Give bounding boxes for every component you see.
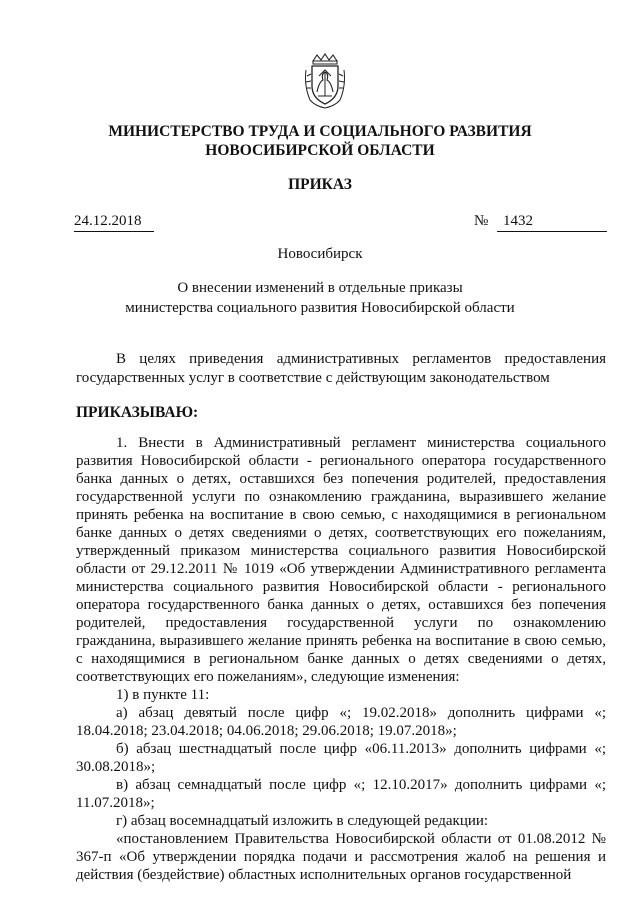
ministry-line-2: НОВОСИБИРСКОЙ ОБЛАСТИ [205, 142, 435, 159]
coat-of-arms-emblem [303, 52, 347, 110]
order-word: ПРИКАЗЫВАЮ: [76, 404, 199, 421]
order-number [497, 213, 607, 232]
body-paragraph: 1. Внести в Административный регламент министерства социального развития Новосибирской области - регионального оператора государственного банка данных о детях, оставшихся без попечения родителей, предоставления государственной услуги по ознакомлению гражданина, выразившего желание принять ребенка на воспитание в свою семью, с находящимися в региональном банке данных о детях сведениями о детях, соответствующих его пожеланиям, утвержденный приказом министерства социального развития Новосибирской области от 29.12.2011 № 1019 «Об утверждении Административного регламента министерства социального развития Новосибирской области - регионального оператора государственного банка данных о детях, оставшихся без попечения родителей, предоставления государственной услуги по ознакомлению гражданина, выразившего желание принять ребенка на воспитание в свою семью, с находящимися в региональном банке данных о детях сведениями о детях, соответствующих его пожеланиям», следующие изменения: [76, 435, 606, 685]
city-name: Новосибирск [277, 246, 363, 262]
body-paragraph: «постановлением Правительства Новосибирской области от 01.08.2012 № 367-п «Об утверждении порядка подачи и рассмотрения жалоб на решения и действия (бездействие) областных исполнительных органов государственной [76, 831, 606, 883]
intro-paragraph: В целях приведения административных регламентов предоставления государственных услуг в соответствие с действующим законодательством [76, 351, 606, 386]
doc-type: ПРИКАЗ [288, 176, 352, 193]
subject-line-1: О внесении изменений в отдельные приказы [177, 280, 463, 296]
subject-line-2: министерства социального развития Новосибирской области [125, 300, 515, 316]
body-paragraph: а) абзац девятый после цифр «; 19.02.2018» дополнить цифрами «; 18.04.2018; 23.04.2018; 04.06.2018; 29.06.2018; 19.07.2018»; [76, 705, 606, 739]
order-number-value: 1432 [503, 213, 533, 229]
body-paragraph: г) абзац восемнадцатый изложить в следующей редакции: [116, 813, 489, 829]
order-body [76, 434, 606, 884]
number-sign: № [474, 213, 489, 229]
body-paragraph: 1) в пункте 11: [116, 687, 210, 703]
ministry-name [40, 122, 600, 160]
ministry-line-1: МИНИСТЕРСТВО ТРУДА И СОЦИАЛЬНОГО РАЗВИТИЯ [108, 123, 532, 140]
body-paragraph: в) абзац семнадцатый после цифр «; 12.10.2017» дополнить цифрами «; 11.07.2018»; [76, 777, 606, 811]
order-date: 24.12.2018 [74, 213, 154, 232]
body-paragraph: б) абзац шестнадцатый после цифр «06.11.2013» дополнить цифрами «; 30.08.2018»; [76, 741, 606, 775]
order-subject [110, 278, 530, 318]
